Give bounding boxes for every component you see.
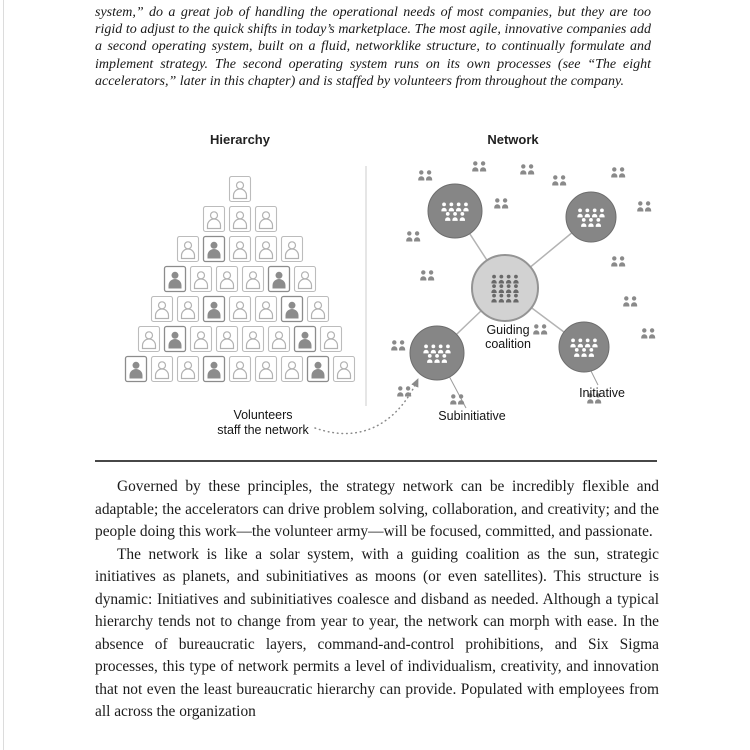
- hierarchy-box-volunteer: [269, 267, 290, 292]
- hierarchy-box: [191, 267, 212, 292]
- hierarchy-title: Hierarchy: [210, 132, 270, 147]
- initiative-node-top-left: [428, 184, 482, 238]
- volunteer-pair-icon: [641, 328, 655, 338]
- person-icon: [315, 362, 322, 369]
- volunteer-pair-icon: [611, 256, 625, 266]
- volunteer-pair-icon: [397, 386, 411, 396]
- person-icon: [211, 302, 218, 309]
- person-icon: [302, 332, 309, 339]
- initiative-node: [559, 322, 609, 372]
- volunteer-pair-icon: [552, 175, 566, 185]
- person-icon: [172, 272, 179, 279]
- hierarchy-box: [243, 327, 264, 352]
- hierarchy-box: [230, 297, 251, 322]
- volunteer-pair-icon: [533, 324, 547, 334]
- hierarchy-box-volunteer: [308, 357, 329, 382]
- hierarchy-box-volunteer: [295, 327, 316, 352]
- volunteer-pair-icon: [391, 340, 405, 350]
- volunteer-pair-icon: [406, 231, 420, 241]
- hierarchy-box: [191, 327, 212, 352]
- hierarchy-box: [282, 237, 303, 262]
- hierarchy-box-volunteer: [204, 357, 225, 382]
- hierarchy-box: [178, 357, 199, 382]
- hierarchy-box: [230, 357, 251, 382]
- initiative-label: Initiative: [579, 386, 625, 400]
- volunteer-pair-icon: [420, 270, 434, 280]
- paragraph-solar-system: The network is like a solar system, with a guiding coalition as the sun, strategic initiatives as planets, and subinitiatives as moons (or even satellites). This structure is dynamic: Initiatives and subinitiatives coalesce and disband as needed. Although a typical hierarchy tends not to change from year to year, the network can morph with ease. In the absence of bureaucratic layers, command-and-control prohibitions, and Six Sigma processes, this type of network permits a level of individualism, creativity, and innovation that not even the least bureaucratic hierarchy can provide. Populated with employees from all across the organization: [95, 545, 659, 720]
- person-icon: [211, 362, 218, 369]
- hierarchy-box: [256, 357, 277, 382]
- hierarchy-box: [217, 327, 238, 352]
- hierarchy-box: [282, 357, 303, 382]
- paragraph-principles: Governed by these principles, the strategy network can be incredibly flexible and adaptable; the accelerators can drive problem solving, collaboration, and creativity; and the people doing this work—the volunteer army—will be focused, committed, and passionate.: [95, 478, 659, 540]
- hierarchy-box-volunteer: [204, 237, 225, 262]
- hierarchy-box: [230, 207, 251, 232]
- hierarchy-box-volunteer: [282, 297, 303, 322]
- section-divider: [95, 460, 657, 462]
- intro-paragraph: system,” do a great job of handling the operational needs of most companies, but they are too rigid to adjust to the quick shifts in today’s marketplace. The most agile, innovative companies add a second operating system, built on a fluid, networklike structure, to continually formulate and implement strategy. The second operating system runs on its own processes (see “The eight accelerators,” later in this chapter) and is staffed by volunteers from throughout the company.: [95, 5, 651, 89]
- hierarchy-pyramid: [126, 177, 355, 382]
- guiding-coalition-label-line2: coalition: [485, 337, 531, 351]
- volunteer-pair-icon: [520, 164, 534, 174]
- hierarchy-box: [295, 267, 316, 292]
- hierarchy-box: [178, 297, 199, 322]
- hierarchy-box: [217, 267, 238, 292]
- subinitiative-label: Subinitiative: [438, 409, 506, 423]
- hierarchy-box: [334, 357, 355, 382]
- figure-dual-operating-system: [75, 128, 675, 463]
- page-edge-line: [3, 0, 4, 750]
- person-icon: [276, 272, 283, 279]
- subinitiative-node: [410, 326, 464, 380]
- volunteers-caption-line2: staff the network: [217, 423, 309, 437]
- person-icon: [211, 242, 218, 249]
- guiding-coalition-node: [472, 255, 538, 321]
- hierarchy-box: [178, 237, 199, 262]
- volunteer-pair-icon: [418, 170, 432, 180]
- volunteer-pair-icon: [450, 394, 464, 404]
- hierarchy-box: [230, 177, 251, 202]
- hierarchy-box: [204, 207, 225, 232]
- hierarchy-box-volunteer: [165, 267, 186, 292]
- volunteer-pair-icon: [623, 296, 637, 306]
- person-icon: [289, 302, 296, 309]
- volunteer-pair-icon: [494, 198, 508, 208]
- hierarchy-box: [321, 327, 342, 352]
- hierarchy-box-volunteer: [165, 327, 186, 352]
- hierarchy-box: [243, 267, 264, 292]
- initiative-node-top-right: [566, 192, 616, 242]
- hierarchy-box: [230, 237, 251, 262]
- volunteers-caption-line1: Volunteers: [233, 408, 293, 422]
- volunteer-pair-icon: [472, 161, 486, 171]
- person-icon: [172, 332, 179, 339]
- hierarchy-box: [152, 357, 173, 382]
- guiding-coalition-label-line1: Guiding: [486, 323, 530, 337]
- hierarchy-box: [308, 297, 329, 322]
- volunteer-pair-icon: [637, 201, 651, 211]
- hierarchy-box: [256, 207, 277, 232]
- hierarchy-box: [139, 327, 160, 352]
- hierarchy-box: [152, 297, 173, 322]
- figure-canvas: [75, 128, 675, 463]
- volunteer-pair-icon: [611, 167, 625, 177]
- network-title: Network: [487, 132, 539, 147]
- hierarchy-box: [256, 297, 277, 322]
- hierarchy-box-volunteer: [204, 297, 225, 322]
- body-text: [95, 476, 659, 724]
- hierarchy-box: [269, 327, 290, 352]
- hierarchy-box-volunteer: [126, 357, 147, 382]
- person-icon: [133, 362, 140, 369]
- hierarchy-box: [256, 237, 277, 262]
